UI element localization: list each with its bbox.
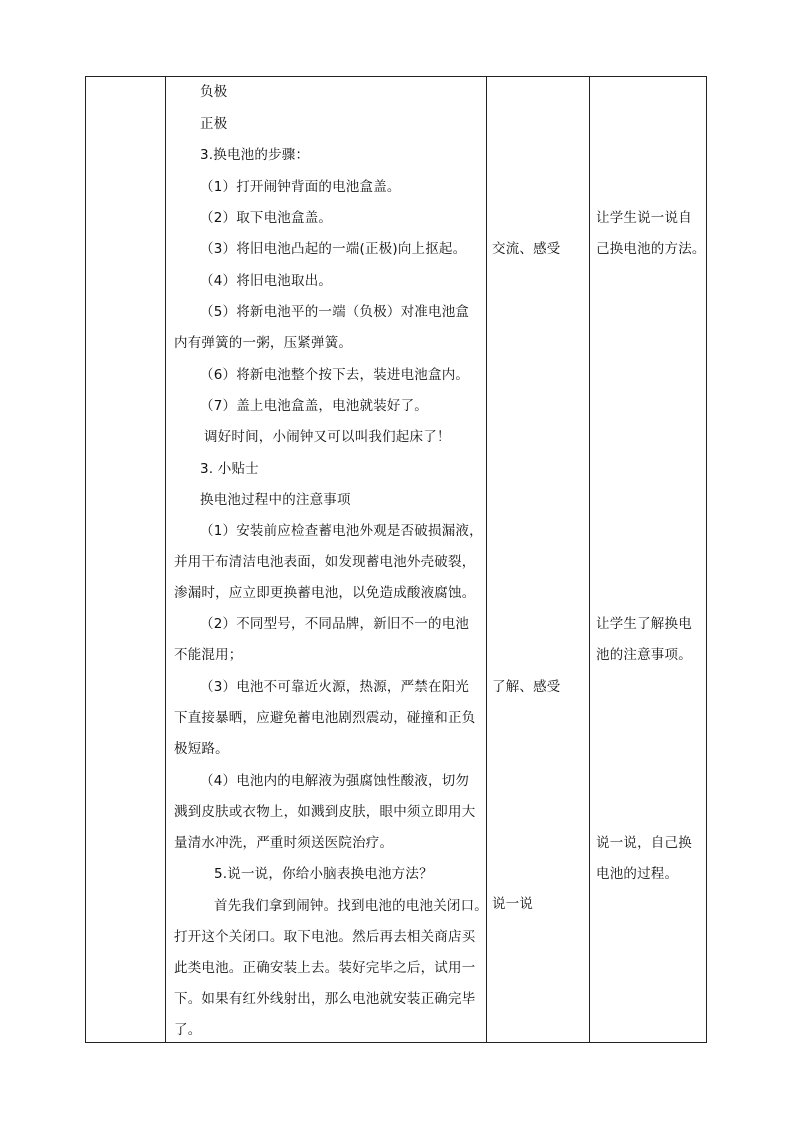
content-line: 3. 小贴士: [200, 461, 259, 477]
content-line: （4）将旧电池取出。: [200, 273, 333, 289]
content-line: 正极: [200, 116, 228, 132]
student-activity-column: [487, 77, 589, 1042]
content-line: 此类电池。正确安装上去。装好完毕之后，试用一: [174, 960, 476, 976]
content-line: 下。如果有红外线射出，那么电池就安装正确完毕: [174, 991, 476, 1007]
content-line: （2）不同型号，不同品牌，新旧不一的电池: [200, 616, 470, 632]
content-line: （3）电池不可靠近火源，热源，严禁在阳光: [200, 679, 470, 695]
content-line: 负极: [200, 84, 228, 100]
intent-line: 电池的过程。: [596, 866, 679, 882]
intent-line: 己换电池的方法。: [596, 241, 706, 257]
content-line: 并用干布清洁电池表面，如发现蓄电池外壳破裂，: [174, 554, 476, 570]
content-line: 打开这个关闭口。取下电池。然后再去相关商店买: [174, 929, 476, 945]
content-line: 了。: [174, 1022, 202, 1038]
content-line: 5.说一说，你给小脑表换电池方法？: [214, 866, 433, 882]
intent-line: 说一说，自己换: [596, 835, 692, 851]
content-line: （1）安装前应检查蓄电池外观是否破损漏液，: [200, 523, 483, 539]
content-line: 量清水冲洗，严重时须送医院治疗。: [174, 835, 394, 851]
intent-line: 让学生了解换电: [596, 616, 692, 632]
empty-column: [86, 77, 165, 1042]
content-line: 3.换电池的步骤：: [200, 147, 310, 163]
content-line: （2）取下电池盒盖。: [200, 210, 333, 226]
content-line: 下直接暴晒，应避免蓄电池剧烈震动，碰撞和正负: [174, 710, 476, 726]
content-line: 首先我们拿到闹钟。找到电池的电池关闭口。: [214, 898, 488, 914]
intent-line: 池的注意事项。: [596, 647, 692, 663]
content-column: [166, 77, 486, 1042]
content-line: 渗漏时，应立即更换蓄电池，以免造成酸液腐蚀。: [174, 585, 476, 601]
activity-cell: 说一说: [492, 896, 534, 912]
intent-line: 让学生说一说自: [596, 210, 692, 226]
content-line: 内有弹簧的一粥，压紧弹簧。: [174, 335, 353, 351]
content-line: （5）将新电池平的一端（负极）对准电池盒: [200, 304, 470, 320]
content-line: 不能混用；: [174, 647, 243, 663]
content-line: 换电池过程中的注意事项: [200, 492, 351, 508]
content-line: （6）将新电池整个按下去，装进电池盒内。: [200, 367, 470, 383]
content-line: 极短路。: [174, 741, 229, 757]
content-line: （1）打开闹钟背面的电池盒盖。: [200, 179, 401, 195]
design-intent-column: [590, 77, 706, 1042]
activity-cell: 交流、感受: [492, 241, 561, 257]
content-line: 溅到皮肤或衣物上，如溅到皮肤，眼中须立即用大: [174, 804, 476, 820]
content-line: （4）电池内的电解液为强腐蚀性酸液，切勿: [200, 773, 470, 789]
content-line: （7）盖上电池盒盖，电池就装好了。: [200, 398, 428, 414]
activity-cell: 了解、感受: [492, 679, 561, 695]
content-line: （3）将旧电池凸起的一端(正极)向上抠起。: [200, 241, 467, 257]
lesson-plan-table: [85, 76, 707, 1043]
content-line: 调好时间，小闹钟又可以叫我们起床了！: [204, 429, 451, 445]
